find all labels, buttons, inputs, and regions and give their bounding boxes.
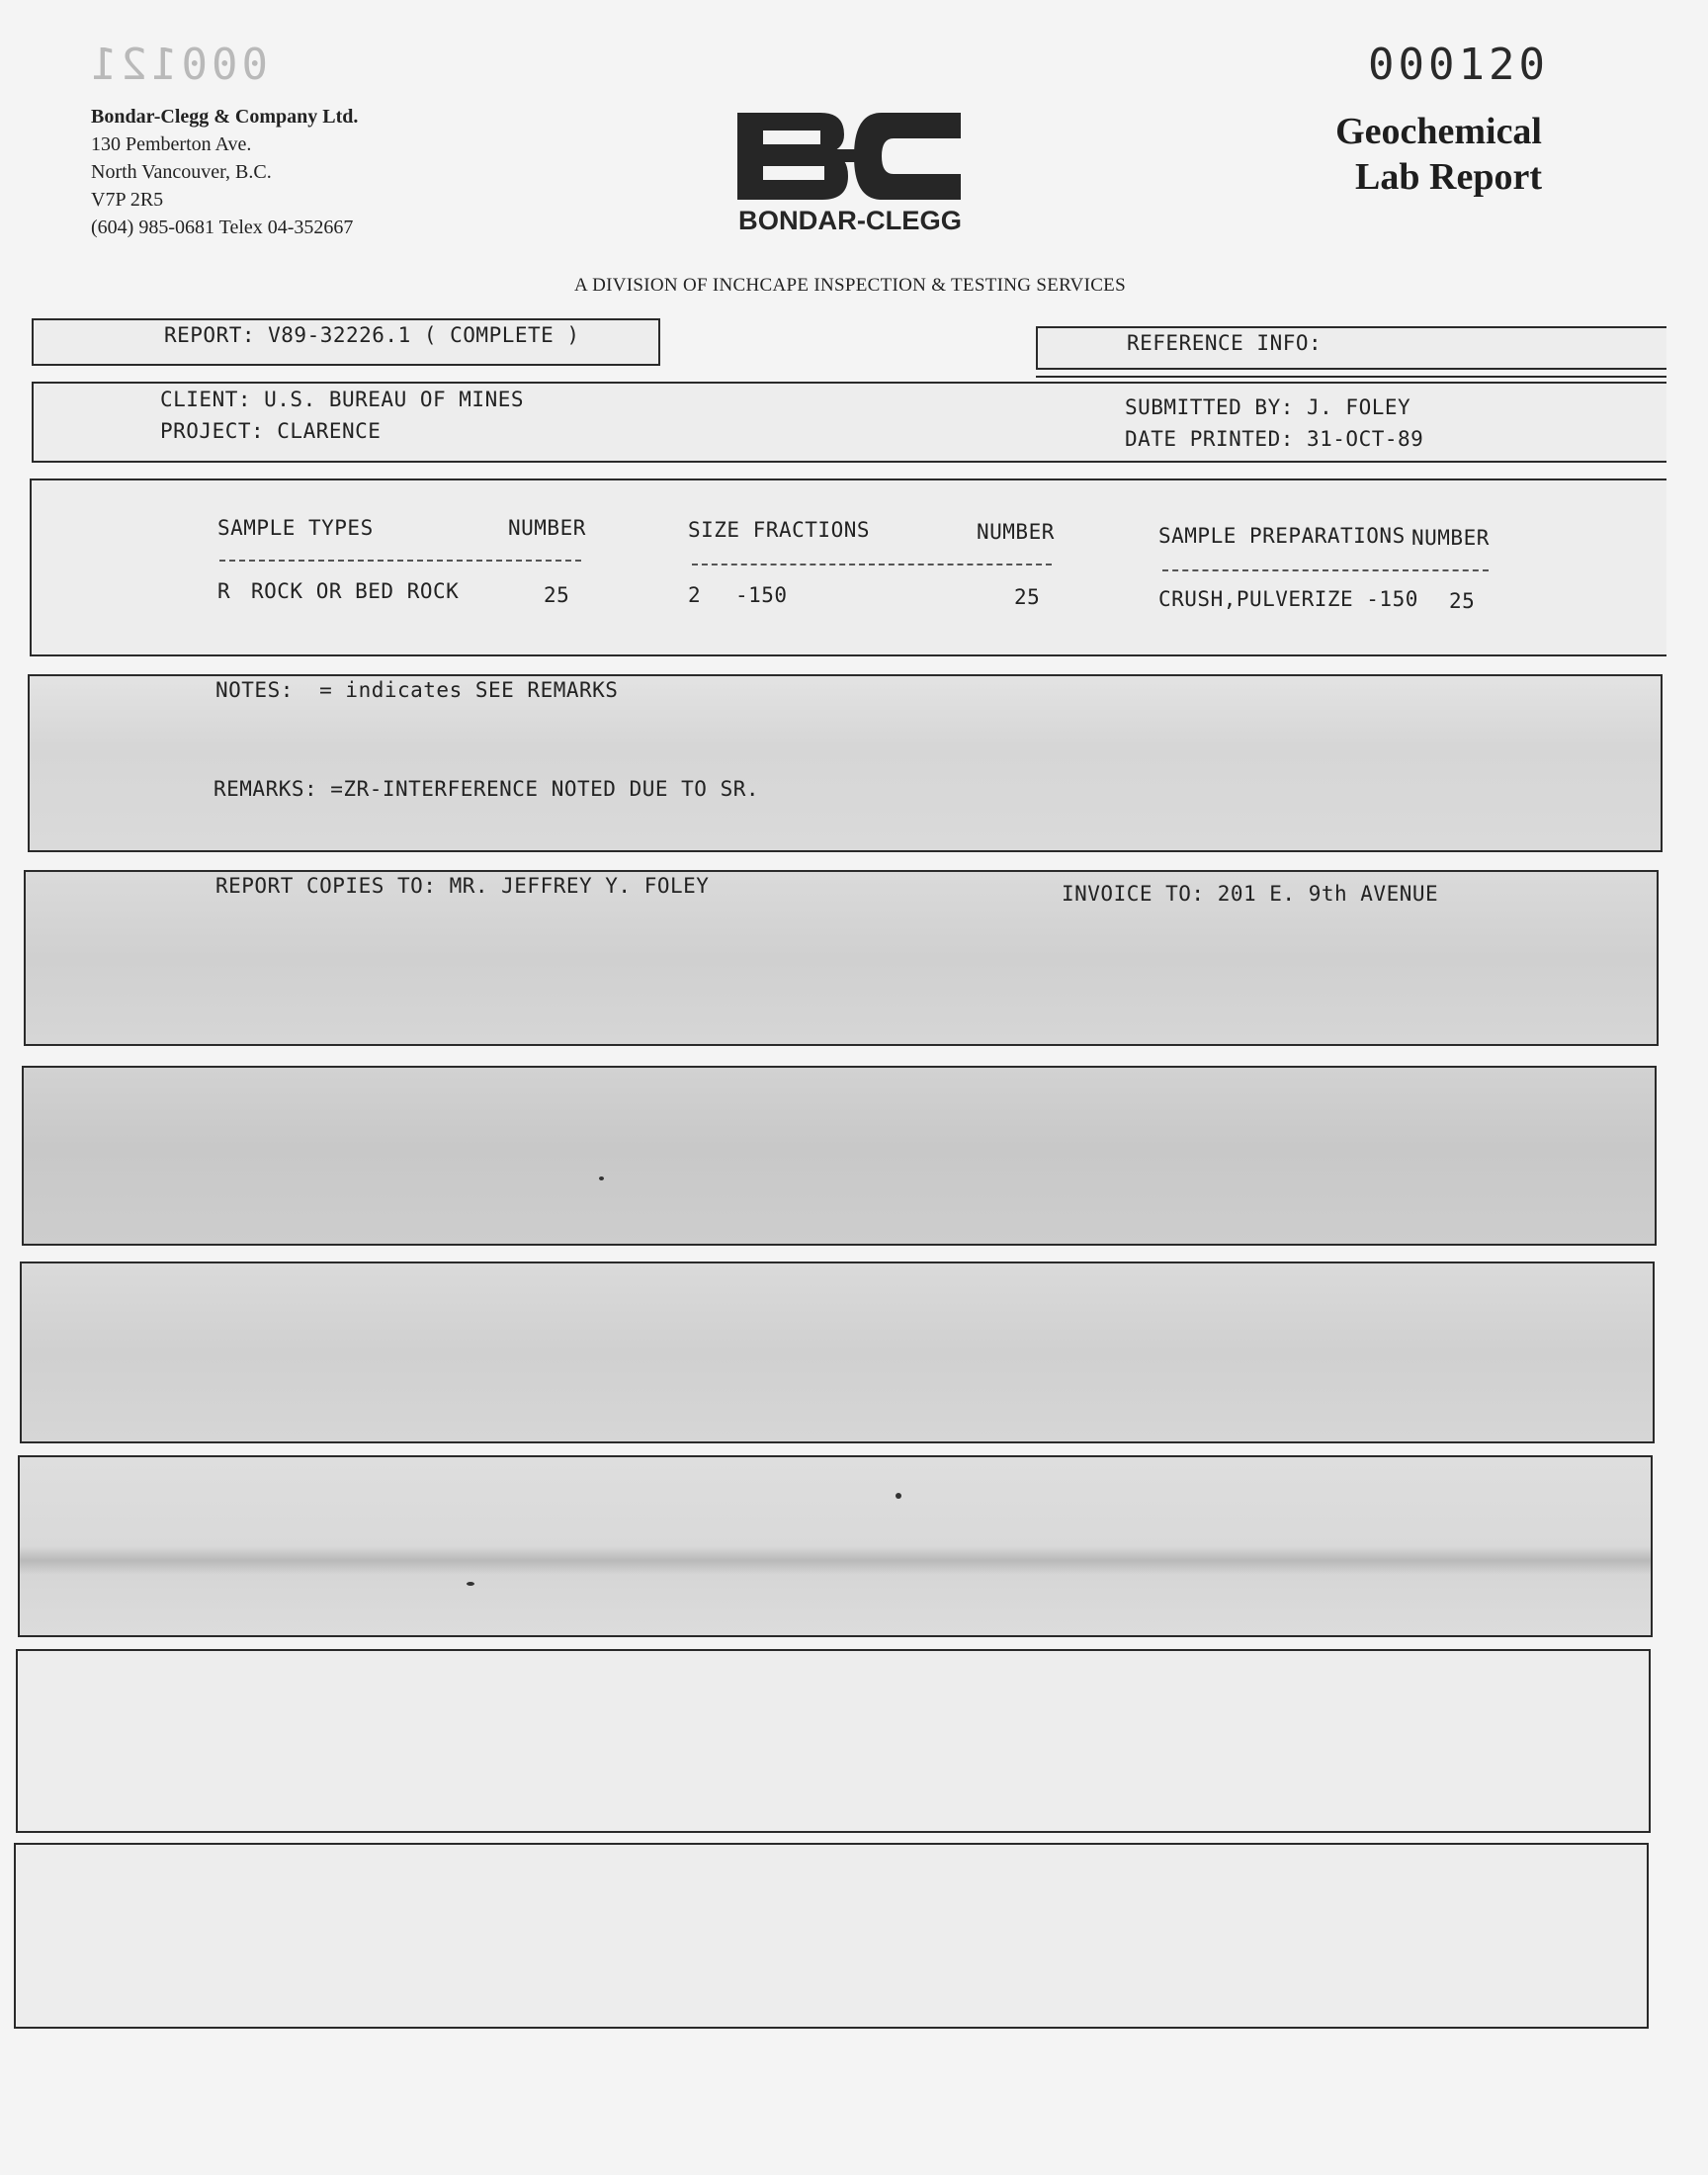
report-title-line-1: Geochemical — [1335, 111, 1542, 152]
report-title-line-2: Lab Report — [1355, 156, 1542, 198]
sample-preparations-header: SAMPLE PREPARATIONS — [1158, 524, 1406, 548]
size-fractions-rule — [692, 564, 1052, 566]
sample-types-header: SAMPLE TYPES — [217, 516, 374, 540]
division-line: A DIVISION OF INCHCAPE INSPECTION & TESTING SERVICES — [574, 275, 1126, 296]
sample-preparation-number: 25 — [1449, 589, 1476, 613]
report-title — [1285, 109, 1542, 200]
address-line-1: 130 Pemberton Ave. — [91, 133, 252, 155]
report-copies-to: REPORT COPIES TO: MR. JEFFREY Y. FOLEY — [215, 874, 710, 898]
sample-type-value: ROCK OR BED ROCK — [251, 579, 460, 603]
address-line-2: North Vancouver, B.C. — [91, 161, 272, 183]
sample-preparations-rule — [1162, 569, 1489, 571]
empty-section-box-3 — [18, 1455, 1653, 1637]
phone-telex: (604) 985-0681 Telex 04-352667 — [91, 217, 354, 238]
paper-speck — [599, 1176, 604, 1180]
sample-preparations-number-header: NUMBER — [1411, 526, 1490, 550]
client-name: CLIENT: U.S. BUREAU OF MINES — [160, 388, 525, 411]
empty-section-box-4 — [16, 1649, 1651, 1833]
notes-text: NOTES: = indicates SEE REMARKS — [215, 678, 619, 702]
previous-page-number: 000121 — [87, 40, 268, 90]
empty-section-box-1 — [22, 1066, 1657, 1246]
size-fraction-code: 2 — [688, 583, 702, 607]
size-fraction-value: -150 — [735, 583, 788, 607]
bondar-clegg-logo — [733, 107, 971, 235]
paper-speck — [467, 1582, 474, 1586]
company-name: Bondar-Clegg & Company Ltd. — [91, 106, 359, 128]
reference-info-label: REFERENCE INFO: — [1127, 331, 1323, 355]
size-fraction-number: 25 — [1014, 585, 1041, 609]
sample-preparation-value: CRUSH,PULVERIZE -150 — [1158, 587, 1418, 611]
postal-code: V7P 2R5 — [91, 189, 164, 211]
date-printed: DATE PRINTED: 31-OCT-89 — [1125, 427, 1424, 451]
document-number: 000120 — [1368, 40, 1549, 90]
invoice-to: INVOICE TO: 201 E. 9th AVENUE — [1062, 882, 1439, 906]
sample-type-code: R — [217, 579, 231, 603]
empty-section-box-5 — [14, 1843, 1649, 2029]
size-fractions-header: SIZE FRACTIONS — [688, 518, 871, 542]
sample-type-number: 25 — [544, 583, 570, 607]
empty-section-box-2 — [20, 1262, 1655, 1443]
submitted-by: SUBMITTED BY: J. FOLEY — [1125, 395, 1411, 419]
sample-summary-box — [30, 478, 1666, 656]
sample-types-rule — [219, 560, 581, 562]
remarks-text: REMARKS: =ZR-INTERFERENCE NOTED DUE TO SR. — [214, 777, 760, 801]
project-name: PROJECT: CLARENCE — [160, 419, 382, 443]
logo-wordmark: BONDAR-CLEGG — [738, 206, 962, 235]
report-id: REPORT: V89-32226.1 ( COMPLETE ) — [164, 323, 580, 347]
sample-types-number-header: NUMBER — [508, 516, 586, 540]
paper-speck — [896, 1493, 901, 1499]
reference-underline — [1036, 376, 1666, 378]
company-address-block — [91, 103, 358, 241]
size-fractions-number-header: NUMBER — [977, 520, 1055, 544]
